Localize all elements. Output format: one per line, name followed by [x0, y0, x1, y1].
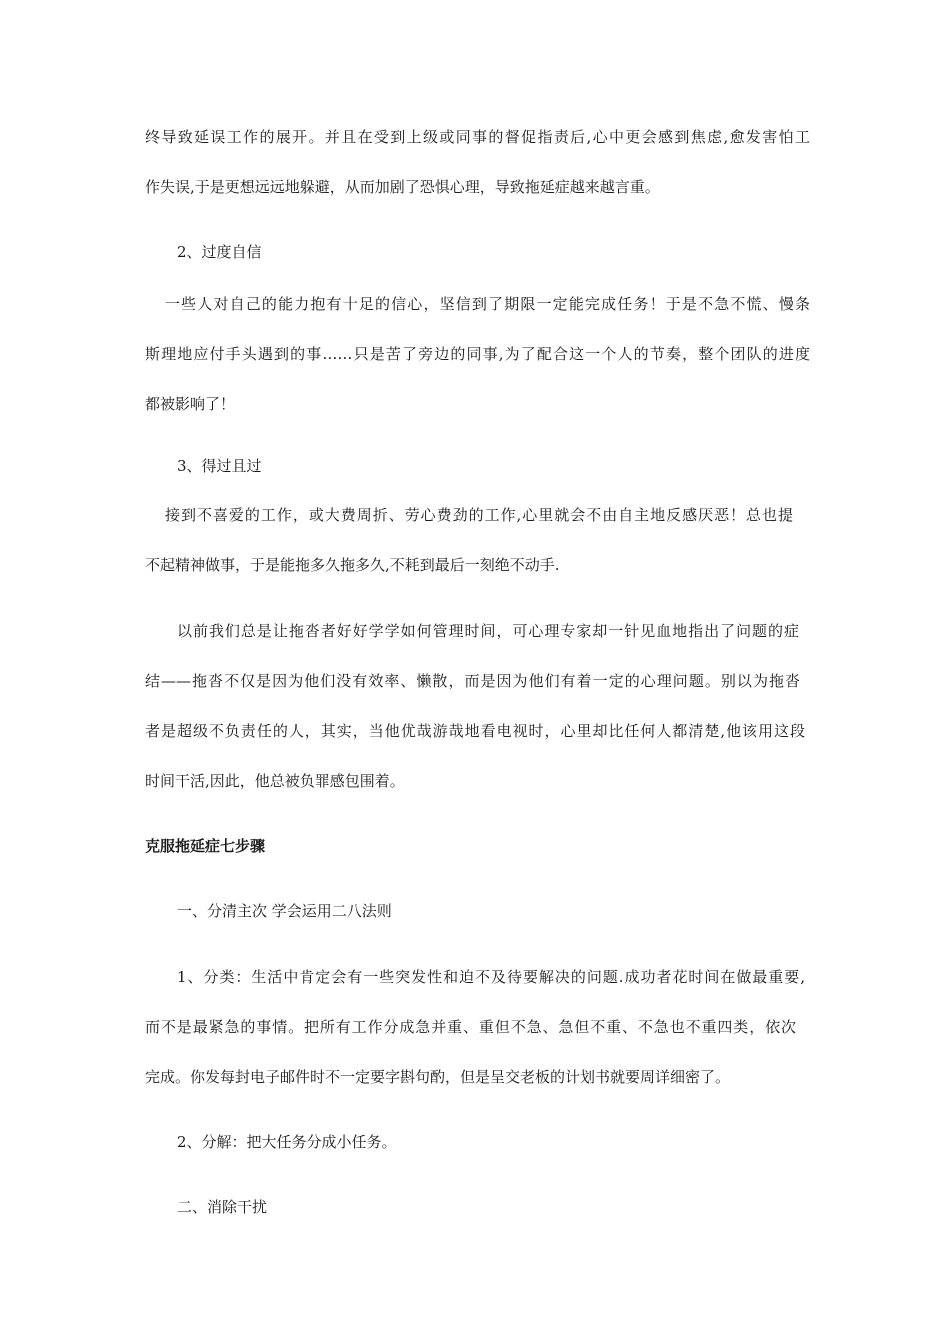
paragraph-line: 完成。你发每封电子邮件时不一定要字斟句酌，但是呈交老板的计划书就要周详细密了。 — [145, 1068, 731, 1086]
paragraph-line: 不起精神做事，于是能拖多久拖多久,不耗到最后一刻绝不动手. — [145, 556, 560, 574]
paragraph-line: 而不是最紧急的事情。把所有工作分成急并重、重但不急、急但不重、不急也不重四类，依次 — [145, 1018, 796, 1036]
paragraph-line: 斯理地应付手头遇到的事……只是苦了旁边的同事,为了配合这一个人的节奏，整个团队的进度 — [145, 345, 810, 363]
step-one-title: 一、分清主次 学会运用二八法则 — [177, 902, 392, 920]
paragraph-line: 2、分解：把大任务分成小任务。 — [177, 1133, 397, 1151]
section-title: 克服拖延症七步骤 — [145, 837, 266, 855]
subheading-muddle-through: 3、得过且过 — [177, 457, 262, 475]
paragraph-line: 都被影响了！ — [145, 395, 236, 413]
paragraph-line: 时间干活,因此，他总被负罪感包围着。 — [145, 772, 405, 790]
paragraph-line: 结——拖沓不仅是因为他们没有效率、懒散，而是因为他们有着一定的心理问题。别以为拖沓 — [145, 672, 800, 690]
paragraph-line: 1、分类：生活中肯定会有一些突发性和迫不及待要解决的问题.成功者花时间在做最重要, — [177, 968, 805, 986]
paragraph-line: 者是超级不负责任的人，其实，当他优哉游哉地看电视时，心里却比任何人都清楚,他该用这段 — [145, 722, 805, 740]
paragraph-line: 作失误,于是更想远远地躲避，从而加剧了恐惧心理，导致拖延症越来越言重。 — [145, 178, 660, 196]
subheading-overconfidence: 2、过度自信 — [177, 243, 262, 261]
paragraph-line: 一些人对自己的能力抱有十足的信心，坚信到了期限一定能完成任务！于是不急不慌、慢条 — [165, 295, 810, 313]
paragraph-line: 接到不喜爱的工作，或大费周折、劳心费劲的工作,心里就会不由自主地反感厌恶！总也提 — [165, 506, 793, 524]
step-two-title: 二、消除干扰 — [177, 1198, 268, 1216]
paragraph-line: 以前我们总是让拖沓者好好学学如何管理时间，可心理专家却一针见血地指出了问题的症 — [177, 622, 799, 640]
paragraph-line: 终导致延误工作的展开。并且在受到上级或同事的督促指责后,心中更会感到焦虑,愈发害怕工 — [145, 128, 810, 146]
